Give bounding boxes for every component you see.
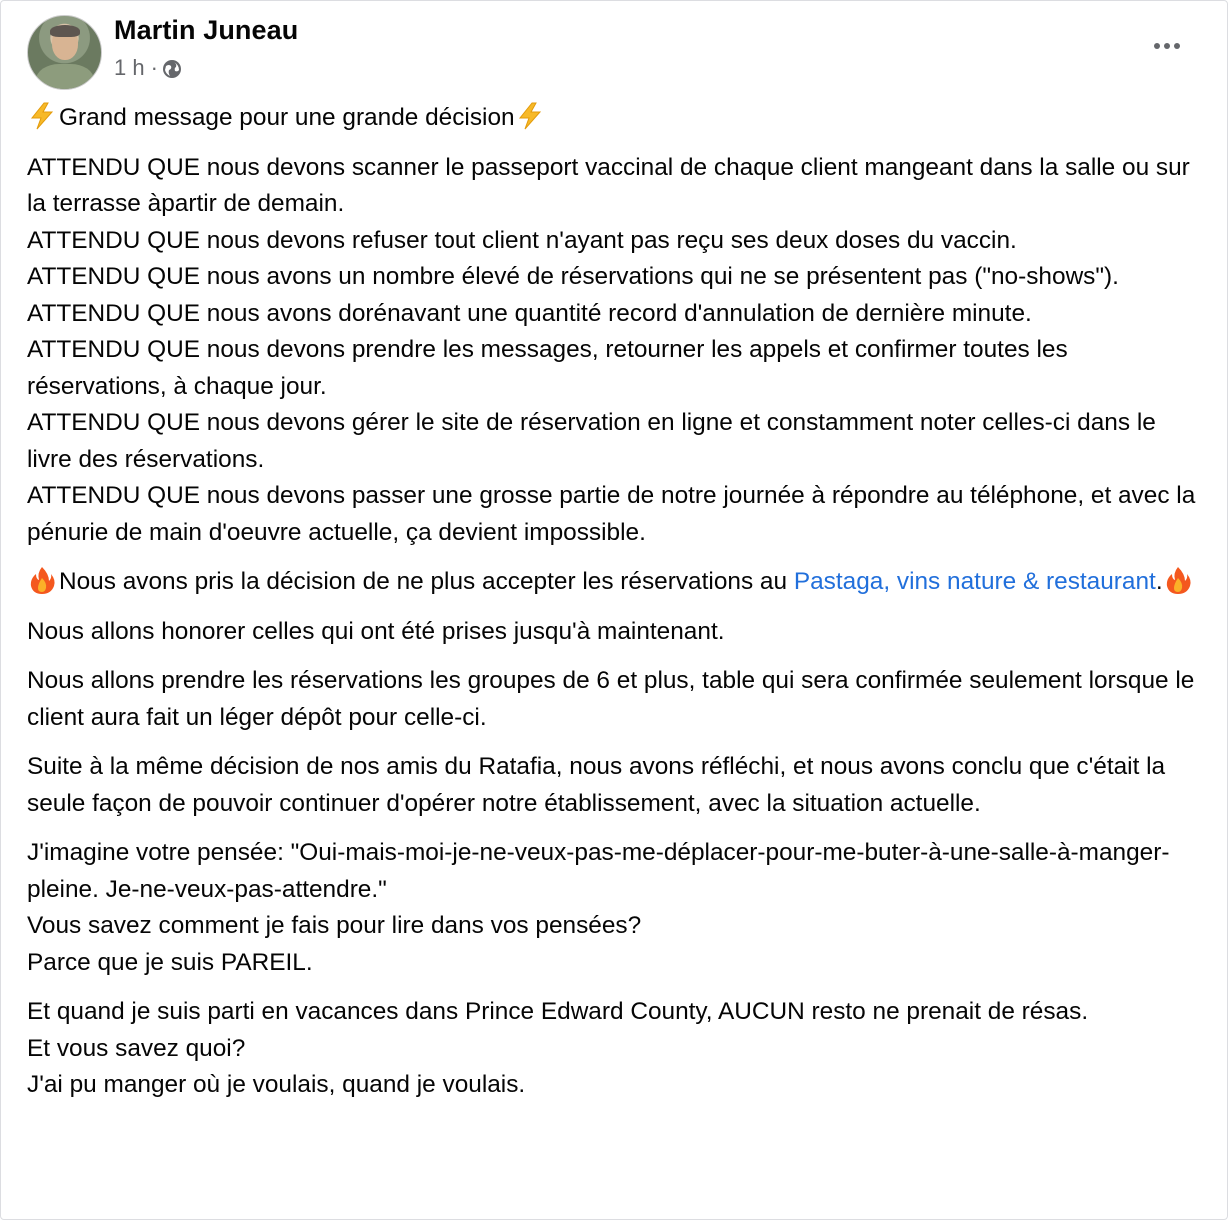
post-title-line xyxy=(27,100,1207,137)
attendu-line: ATTENDU QUE nous devons prendre les messages, retourner les appels et confirmer toutes les réservations, à chaque jour. xyxy=(27,336,1068,400)
post-title: Grand message pour une grande décision xyxy=(59,104,515,131)
restaurant-page-link[interactable]: Pastaga, vins nature & restaurant xyxy=(793,568,1156,595)
vacances-line: Et quand je suis parti en vacances dans Prince Edward County, AUCUN resto ne prenait de résas. xyxy=(27,998,1089,1025)
attendus-paragraph xyxy=(27,150,1207,552)
vacances-line: Et vous savez quoi? xyxy=(27,1034,246,1062)
post-meta xyxy=(114,55,182,81)
more-options-button[interactable] xyxy=(1147,31,1187,61)
post-body xyxy=(27,100,1207,1117)
honor-paragraph: Nous allons honorer celles qui ont été prises jusqu'à maintenant. xyxy=(27,617,725,645)
groups-paragraph: Nous allons prendre les réservations les groupes de 6 et plus, table qui sera confirmée seulement lorsque le client aura fait un léger dépôt pour celle-ci. xyxy=(27,667,1195,731)
vacances-line: J'ai pu manger où je voulais, quand je voulais. xyxy=(27,1071,526,1098)
globe-icon[interactable] xyxy=(162,59,182,79)
attendu-line: ATTENDU QUE nous devons refuser tout client n'ayant pas reçu ses deux doses du vaccin. xyxy=(27,226,1017,254)
imagine-line: Parce que je suis PAREIL. xyxy=(27,948,313,976)
vacances-paragraph xyxy=(27,994,1207,1104)
meta-separator: · xyxy=(150,55,158,80)
author-avatar[interactable] xyxy=(27,15,102,90)
fire-icon xyxy=(1163,565,1193,595)
attendu-line: ATTENDU QUE nous avons dorénavant une quantité record d'annulation de dernière minute. xyxy=(27,299,1032,327)
imagine-paragraph xyxy=(27,835,1207,981)
post-time[interactable]: 1 h xyxy=(114,55,145,80)
ratafia-paragraph: Suite à la même décision de nos amis du Ratafia, nous avons réfléchi, et nous avons conclu que c'était la seule façon de pouvoir continuer d'opérer notre établissement, avec la situation actuelle. xyxy=(27,753,1166,817)
decision-end: . xyxy=(1155,568,1163,595)
attendu-line: ATTENDU QUE nous devons gérer le site de réservation en ligne et constamment noter celles-ci dans le livre des réservations. xyxy=(27,409,1156,473)
lightning-icon xyxy=(27,101,57,131)
attendu-line: ATTENDU QUE nous devons scanner le passeport vaccinal de chaque client mangeant dans la salle ou sur la terrasse àpartir de demain. xyxy=(27,153,1190,217)
lightning-icon xyxy=(515,101,545,131)
attendu-line: ATTENDU QUE nous devons passer une grosse partie de notre journée à répondre au téléphone, et avec la pénurie de main d'oeuvre actuelle, ça devient impossible. xyxy=(27,482,1196,546)
attendu-line: ATTENDU QUE nous avons un nombre élevé de réservations qui ne se présentent pas ("no-shows"). xyxy=(27,263,1119,290)
post-header xyxy=(1,1,1227,96)
imagine-line: Vous savez comment je fais pour lire dans vos pensées? xyxy=(27,912,642,939)
decision-text: Nous avons pris la décision de ne plus accepter les réservations au xyxy=(59,568,794,595)
fire-icon xyxy=(27,565,57,595)
decision-paragraph xyxy=(27,564,1207,601)
author-name[interactable]: Martin Juneau xyxy=(114,15,299,45)
imagine-line: J'imagine votre pensée: "Oui-mais-moi-je-ne-veux-pas-me-déplacer-pour-me-buter-à-une-salle-à-manger-pleine. Je-ne-veux-pas-attendre." xyxy=(27,839,1170,903)
